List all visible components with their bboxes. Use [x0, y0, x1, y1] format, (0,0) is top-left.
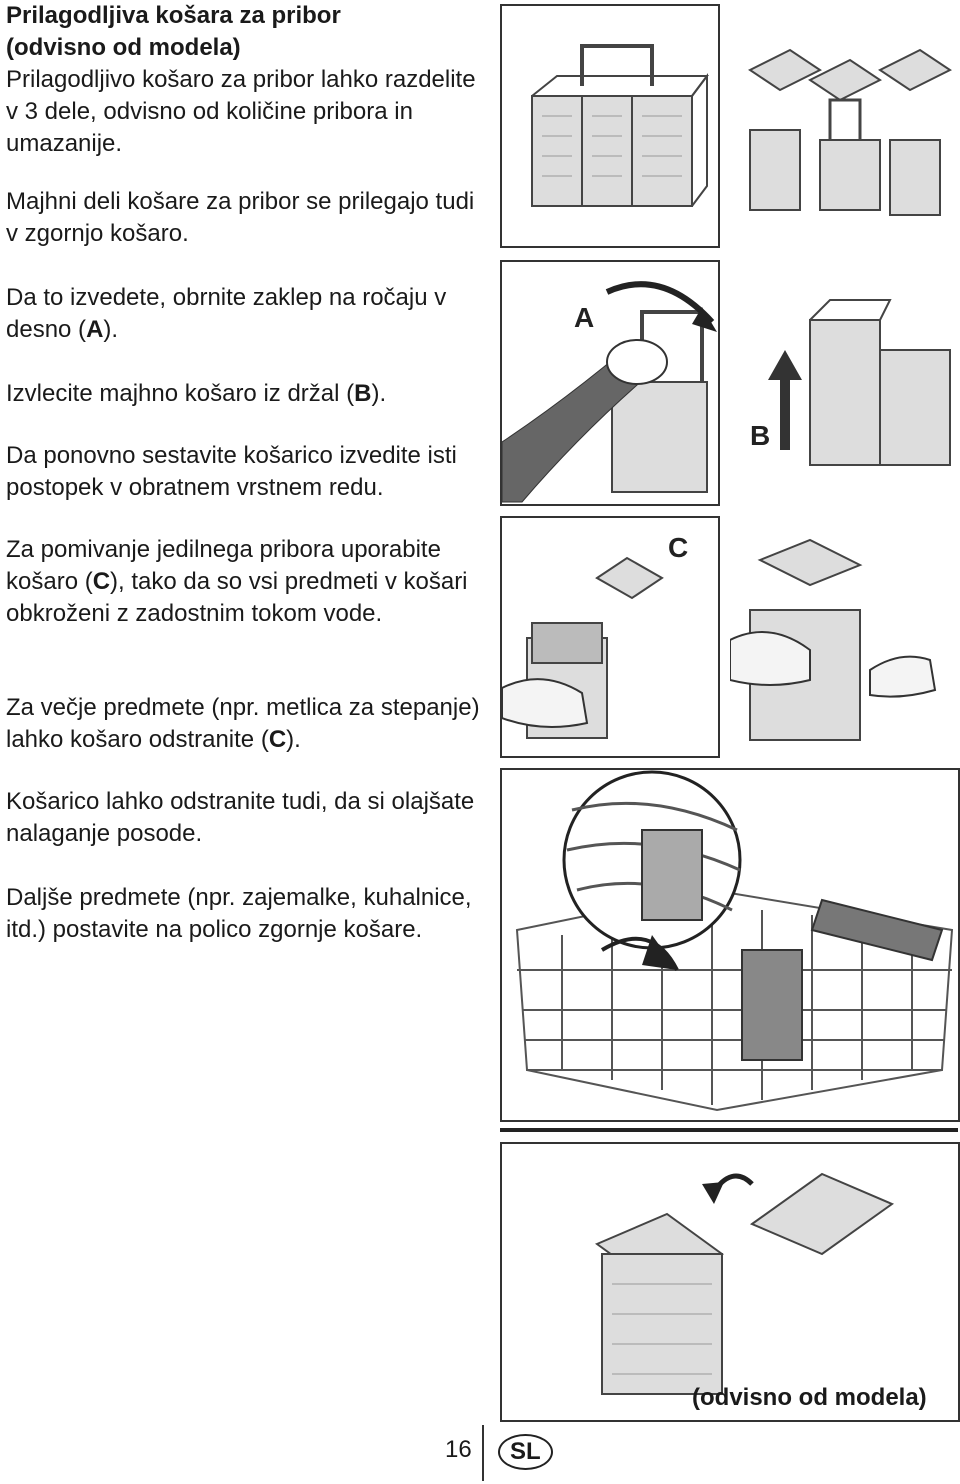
text-segment: Izvlecite majhno košaro iz držal (: [6, 380, 355, 407]
footer-divider: [482, 1425, 484, 1481]
paragraph-long-items: Daljše predmete (npr. zajemalke, kuhalnice, itd.) postavite na polico zgornje košare.: [6, 884, 472, 943]
page-number: 16: [445, 1436, 472, 1463]
text-segment: ).: [371, 380, 387, 407]
paragraph-large-items: [6, 692, 486, 756]
text-segment: Za pomivanje jedilnega pribora uporabite košaro (: [6, 536, 441, 595]
upper-basket-illustration: [502, 770, 958, 1120]
label-b: B: [750, 420, 771, 451]
paragraph-remove-basket: Košarico lahko odstranite tudi, da si olajšate nalaganje posode.: [6, 788, 475, 847]
figure-basket-parts: [730, 30, 955, 220]
pull-out-illustration: [740, 270, 958, 470]
lock-turn-illustration: [502, 262, 718, 504]
section-title: [6, 0, 486, 160]
insert-illustration: [730, 520, 958, 750]
text-segment: Za večje predmete (npr. metlica za stepanje) lahko košaro odstranite (: [6, 694, 480, 753]
language-badge: SL: [498, 1434, 553, 1470]
label-c: C: [668, 532, 689, 563]
paragraph-reassemble: Da ponovno sestavite košarico izvedite isti postopek v obratnem vrstnem redu.: [6, 442, 457, 501]
figure-pull-out-b: [740, 270, 958, 470]
text-segment: Da to izvedete, obrnite zaklep na ročaju v desno (: [6, 284, 447, 343]
figure-remove-insert: [668, 520, 958, 750]
paragraph-turn-lock: [6, 282, 486, 346]
label-c-ref: C: [92, 568, 111, 595]
label-a-ref: A: [86, 316, 104, 343]
text-segment: ).: [286, 726, 301, 753]
paragraph-intro: Prilagodljivo košaro za pribor lahko razdelite v 3 dele, odvisno od količine pribora in umazanije.: [6, 66, 476, 157]
title-line-2: (odvisno od modela): [6, 34, 241, 61]
label-a: A: [574, 302, 595, 333]
figure-model-basket: [500, 1142, 960, 1422]
title-line-1: Prilagodljiva košara za pribor: [6, 2, 341, 29]
model-basket-illustration: [502, 1144, 958, 1420]
model-note: (odvisno od modela): [692, 1384, 927, 1411]
figure-basket-split: [500, 4, 720, 248]
text-segment: ).: [103, 316, 119, 343]
basket-parts-illustration: [730, 30, 955, 220]
figure-upper-basket: [500, 768, 960, 1122]
text-segment: ), tako da so vsi predmeti v košari obkroženi z zadostnim tokom vode.: [6, 568, 468, 627]
paragraph-cutlery-wash: [6, 534, 486, 630]
paragraph-pull-out: [6, 378, 486, 410]
section-divider: [500, 1128, 958, 1132]
label-b-ref: B: [354, 380, 372, 407]
figure-lock-pullout: [500, 260, 720, 506]
basket-full-illustration: [502, 6, 718, 246]
label-c-ref: C: [268, 726, 287, 753]
paragraph-upper-basket: Majhni deli košare za pribor se prilegajo tudi v zgornjo košaro.: [6, 188, 475, 247]
